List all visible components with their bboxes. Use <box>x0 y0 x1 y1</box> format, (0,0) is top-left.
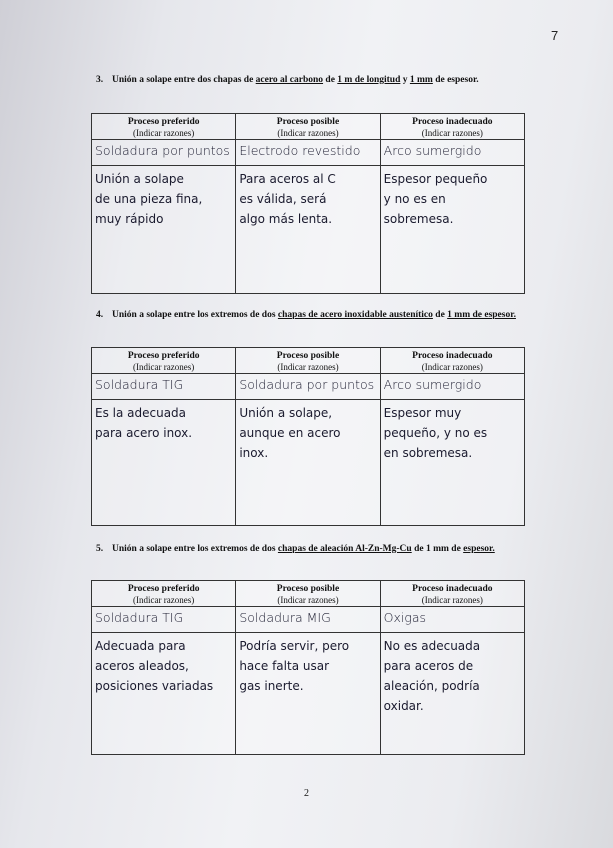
header-preferred: Proceso preferido (Indicar razones) <box>92 581 236 607</box>
question-text: y <box>400 75 410 85</box>
question-text: de espesor. <box>432 75 479 85</box>
header-possible: Proceso posible (Indicar razones) <box>236 581 380 607</box>
reason-preferred[interactable]: Adecuada para aceros aleados, posiciones variadas <box>92 633 236 755</box>
reason-possible[interactable]: Para aceros al C es válida, será algo más lenta. <box>236 166 380 294</box>
answer-inadequate[interactable]: Arco sumergido <box>380 140 524 166</box>
question-text: de <box>323 75 338 85</box>
question-number: 4. <box>96 310 104 320</box>
header-preferred: Proceso preferido (Indicar razones) <box>92 114 236 140</box>
header-possible: Proceso posible (Indicar razones) <box>236 114 380 140</box>
question-text-underlined: espesor. <box>463 544 495 554</box>
answer-table-5 <box>91 580 525 755</box>
answer-possible[interactable]: Soldadura por puntos <box>236 374 380 400</box>
question-text-underlined: 1 m de longitud <box>337 75 401 85</box>
question-text: de 1 mm de <box>411 544 464 554</box>
question-3 <box>96 74 536 87</box>
reason-possible[interactable]: Unión a solape, aunque en acero inox. <box>236 400 380 526</box>
question-text: Unión a solape entre los extremos de dos <box>112 544 278 554</box>
question-text: Unión a solape entre los extremos de dos <box>112 310 278 320</box>
question-5 <box>96 543 536 556</box>
reason-preferred[interactable]: Unión a solape de una pieza fina, muy rápido <box>92 166 236 294</box>
reason-inadequate[interactable]: Espesor pequeño y no es en sobremesa. <box>380 166 524 294</box>
answer-inadequate[interactable]: Arco sumergido <box>380 374 524 400</box>
corner-page-number: 7 <box>551 28 559 43</box>
answer-inadequate[interactable]: Oxigas <box>380 607 524 633</box>
header-inadequate: Proceso inadecuado (Indicar razones) <box>380 114 524 140</box>
header-inadequate: Proceso inadecuado (Indicar razones) <box>380 348 524 374</box>
answer-table-4 <box>91 347 525 526</box>
answer-preferred[interactable]: Soldadura TIG <box>92 607 236 633</box>
question-text-underlined: chapas de aleación Al-Zn-Mg-Cu <box>277 544 412 554</box>
reason-possible[interactable]: Podría servir, pero hace falta usar gas inerte. <box>236 633 380 755</box>
answer-possible[interactable]: Soldadura MIG <box>236 607 380 633</box>
answer-preferred[interactable]: Soldadura por puntos <box>92 140 236 166</box>
answer-possible[interactable]: Electrodo revestido <box>236 140 380 166</box>
reason-preferred[interactable]: Es la adecuada para acero inox. <box>92 400 236 526</box>
reason-inadequate[interactable]: No es adecuada para aceros de aleación, podría oxidar. <box>380 633 524 755</box>
question-text-underlined: acero al carbono <box>255 75 324 85</box>
question-4 <box>96 309 536 322</box>
page-number: 2 <box>304 788 309 799</box>
question-text: de <box>432 310 448 320</box>
question-text-underlined: 1 mm <box>409 75 433 85</box>
question-text-underlined: chapas de acero inoxidable austenítico <box>277 310 433 320</box>
header-possible: Proceso posible (Indicar razones) <box>236 348 380 374</box>
header-inadequate: Proceso inadecuado (Indicar razones) <box>380 581 524 607</box>
header-preferred: Proceso preferido (Indicar razones) <box>92 348 236 374</box>
answer-preferred[interactable]: Soldadura TIG <box>92 374 236 400</box>
question-text: Unión a solape entre dos chapas de <box>112 75 256 85</box>
answer-table-3 <box>91 113 525 294</box>
question-number: 3. <box>96 75 104 85</box>
question-text-underlined: 1 mm de espesor. <box>447 310 516 320</box>
question-number: 5. <box>96 544 104 554</box>
reason-inadequate[interactable]: Espesor muy pequeño, y no es en sobremesa. <box>380 400 524 526</box>
